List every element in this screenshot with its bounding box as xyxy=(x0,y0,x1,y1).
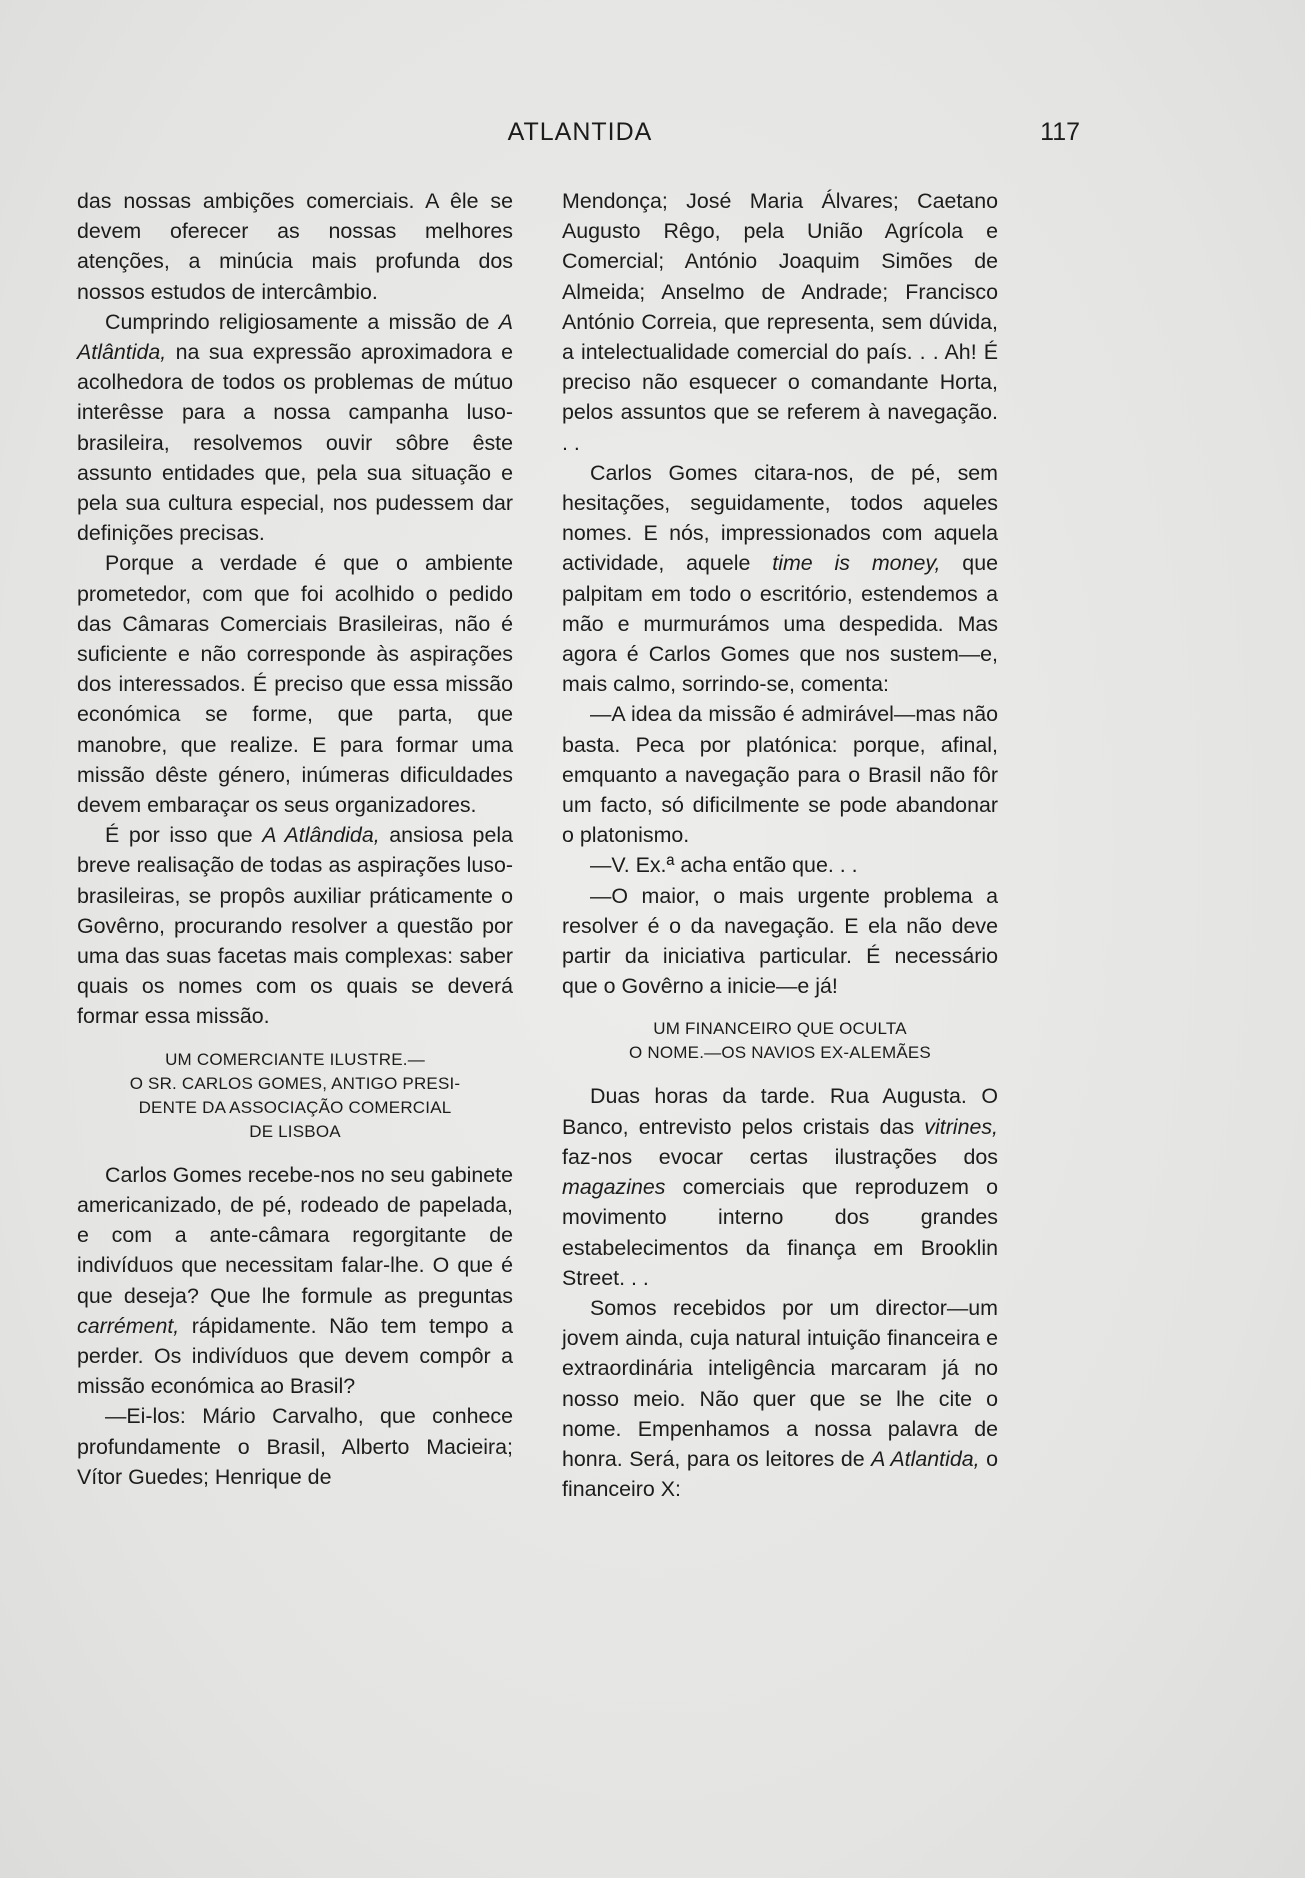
italic-title: A Atlântida, xyxy=(77,309,513,365)
paragraph xyxy=(77,307,513,549)
dialog-paragraph: —A idea da missão é admirável—mas não basta. Peca por platónica: porque, afinal, emquanto a navegação para o Brasil não fôr um facto, só dificilmente se pode abandonar o platonismo. xyxy=(562,702,998,848)
dialog-paragraph: —O maior, o mais urgente problema a resolver é o da navegação. E ela não deve partir da iniciativa particular. É necessário que o Govêrno a inicie—e já! xyxy=(562,883,998,999)
text-run: Somos recebidos por um director—um jovem ainda, cuja natural intuição financeira e extraordinária inteligência marcaram já no nosso meio. Não quer que se lhe cite o nome. Empenhamos a nossa palavra de honra. Será, para os leitores de xyxy=(562,1295,998,1471)
italic-title: A Atlantida, xyxy=(871,1446,980,1471)
text-run: Duas horas da tarde. Rua Augusta. O Banco, entrevisto pelos cristais das xyxy=(562,1084,998,1139)
heading-line: DENTE DA ASSOCIAÇÃO COMERCIAL xyxy=(138,1097,452,1117)
left-column xyxy=(77,186,513,1492)
text-run: Carlos Gomes recebe-nos no seu gabinete americanizado, de pé, rodeado de papelada, e com a ante-câmara regorgitante de indivíduos que necessitam falar-lhe. O que é que deseja? Que lhe formule as preguntas xyxy=(77,1162,513,1308)
text-run: que palpitam em todo o escritório, estendemos a mão e murmurámos uma despedida. Mas agora é Carlos Gomes que nos sustem—e, mais calmo, sorrindo-se, comenta: xyxy=(562,551,998,697)
text-run: comerciais que reproduzem o movimento interno dos grandes estabelecimentos da finança em Brooklin Street. . . xyxy=(562,1175,998,1290)
paragraph xyxy=(77,820,513,1031)
text-run: faz-nos evocar certas ilustrações dos xyxy=(562,1144,998,1169)
dialog-paragraph: —Ei-los: Mário Carvalho, que conhece profundamente o Brasil, Alberto Macieira; Vítor Guedes; Henrique de xyxy=(77,1404,513,1489)
italic-word: vitrines, xyxy=(924,1114,998,1139)
right-column xyxy=(562,186,998,1504)
paragraph: Mendonça; José Maria Álvares; Caetano Augusto Rêgo, pela União Agrícola e Comercial; António Joaquim Simões de Almeida; Anselmo de Andrade; Francisco António Correia, que representa, sem dúvida, a intelectualidade comercial do país. . . Ah! É preciso não esquecer o comandante Horta, pelos assuntos que se referem à navegação. . . xyxy=(562,189,998,455)
italic-word: magazines xyxy=(562,1175,666,1200)
text-run: rápidamente. Não tem tempo a perder. Os indivíduos que devem compôr a missão económica ao Brasil? xyxy=(77,1313,513,1399)
page-header xyxy=(80,118,1080,154)
paragraph xyxy=(562,458,998,700)
heading-line: UM FINANCEIRO QUE OCULTA xyxy=(653,1019,907,1039)
text-run: Carlos Gomes citara-nos, de pé, sem hesitações, seguidamente, todos aqueles nomes. E nós, impressionados com aquela actividade, aquele xyxy=(562,460,998,576)
heading-line: UM COMERCIANTE ILUSTRE.— xyxy=(165,1049,425,1069)
text-run: ansiosa pela breve realisação de todas as aspirações luso-brasileiras, se propôs auxiliar práticamente o Govêrno, procurando resolver a questão por uma das suas facetas mais complexas: saber quais os nomes com os quais se deverá formar essa missão. xyxy=(77,823,513,1029)
page-number: 117 xyxy=(1040,118,1080,146)
paragraph xyxy=(77,1160,513,1402)
paragraph: Porque a verdade é que o ambiente prometedor, com que foi acolhido o pedido das Câmaras Comerciais Brasileiras, não é suficiente e não corresponde às aspirações dos interessados. É preciso que essa missão económica se forme, que parta, que manobre, que realize. E para formar uma missão dêste género, inúmeras dificuldades devem embaraçar os seus organizadores. xyxy=(77,551,513,818)
heading-line: DE LISBOA xyxy=(249,1121,341,1141)
heading-line: O NOME.—OS NAVIOS EX-ALEMÃES xyxy=(629,1043,931,1063)
italic-title: A Atlândida, xyxy=(262,823,380,848)
italic-word: carrément, xyxy=(77,1313,180,1338)
text-run: É por isso que xyxy=(105,823,263,848)
paragraph xyxy=(562,1293,998,1504)
section-heading xyxy=(562,1017,998,1065)
section-heading xyxy=(77,1048,513,1144)
running-title: ATLANTIDA xyxy=(507,118,653,146)
italic-phrase: time is money, xyxy=(772,551,941,576)
dialog-paragraph: —V. Ex.ª acha então que. . . xyxy=(590,853,858,878)
text-run: na sua expressão aproximadora e acolhedora de todos os problemas de mútuo interêsse para a nossa campanha luso-brasileira, resolvemos ouvir sôbre êste assunto entidades que, pela sua situação e pela sua cultura especial, nos pudessem dar definições precisas. xyxy=(77,340,513,546)
paragraph: das nossas ambições comerciais. A êle se devem oferecer as nossas melhores atenções, a minúcia mais profunda dos nossos estudos de intercâmbio. xyxy=(77,189,513,304)
paragraph xyxy=(562,1081,998,1292)
heading-line: O SR. CARLOS GOMES, ANTIGO PRESI- xyxy=(129,1073,461,1093)
text-run: Cumprindo religiosamente a missão de xyxy=(105,309,499,334)
text-run: o financeiro X: xyxy=(562,1446,998,1502)
